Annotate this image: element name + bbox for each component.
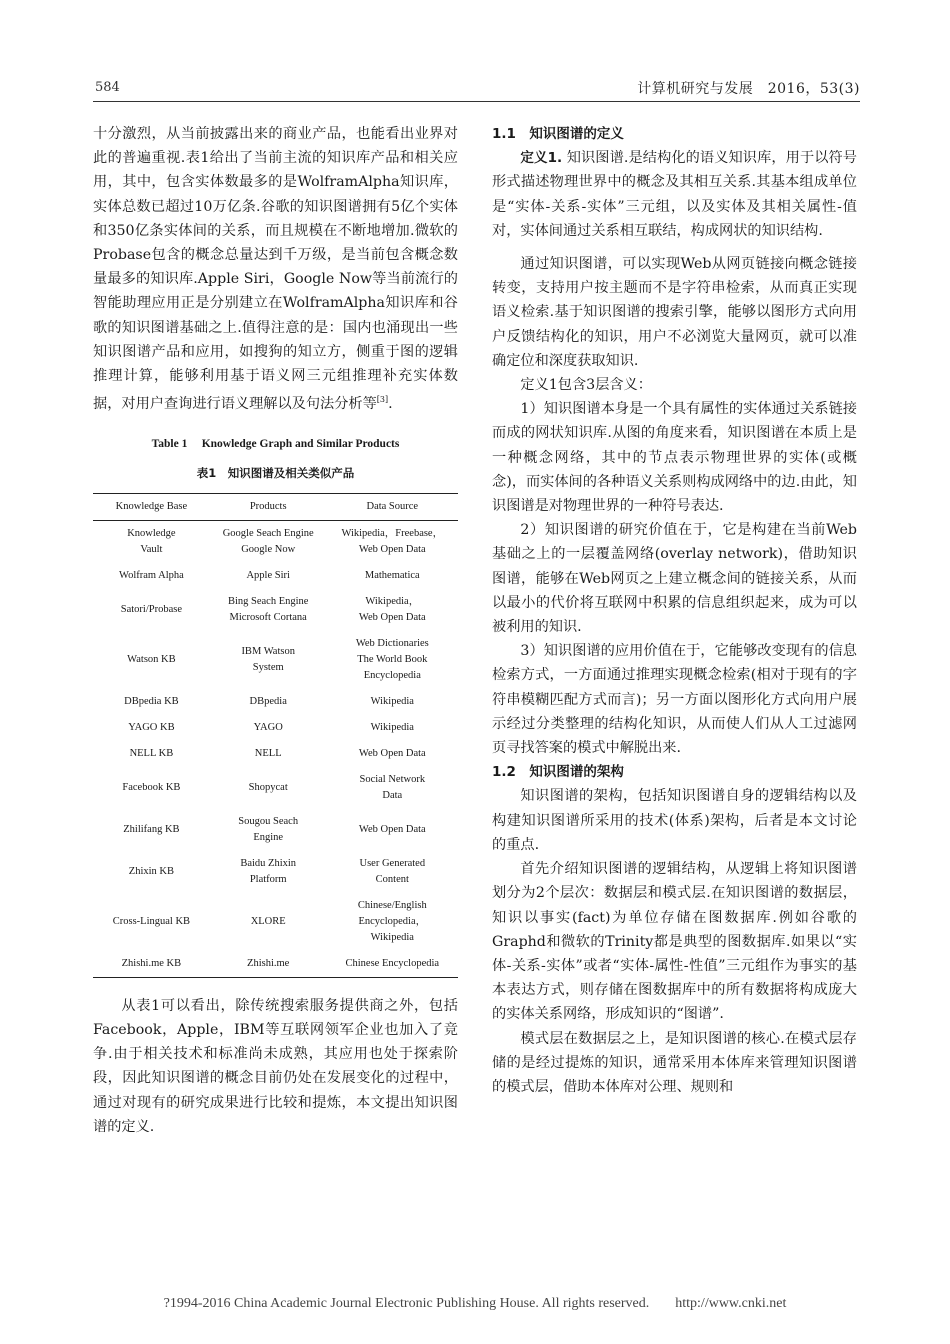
table-cell-line: System <box>252 661 284 673</box>
table-cell-line: Web Open Data <box>358 543 426 555</box>
table-cell <box>327 520 458 563</box>
page-number: 584 <box>95 80 120 95</box>
table-cell-line: DBpedia KB <box>124 695 179 707</box>
table-cell <box>210 715 327 741</box>
right-paragraph-g: 首先介绍知识图谱的逻辑结构，从逻辑上将知识图谱划分为2个层次：数据层和模式层.在知识图谱的数据层，知识以事实(fact)为单位存储在图数据库.例如谷歌的Graphd和微软的Trinity都是典型的图数据库.如果以“实体-关系-实体”或者“实体-属性-性值”三元组作为事实的基本表达方式，则存储在图数据库中的所有数据将构成庞大的实体关系网络，形成知识的“图谱”. <box>492 861 857 1023</box>
right-column <box>492 122 857 1099</box>
table-cell-line: Sougou Seach <box>238 815 299 827</box>
table-cell <box>93 767 210 809</box>
right-paragraph-e: 3）知识图谱的应用价值在于，它能够改变现有的信息检索方式，一方面通过推理实现概念检索(相对于现有的字符串模糊匹配方式而言)；另一方面以图形化方式向用户展示经过分类整理的结构化知识，从而使人们从人工过滤网页寻找答案的模式中解脱出来. <box>492 643 857 757</box>
left-paragraph-1-end: . <box>388 396 393 413</box>
table-cell <box>210 767 327 809</box>
table-cell <box>210 741 327 767</box>
table-cell-line: Platform <box>249 873 287 885</box>
table-cell-line: Encyclopedia <box>363 669 421 681</box>
footer-url[interactable]: http://www.cnki.net <box>675 1296 787 1311</box>
table-cell-line: Encyclopedia， <box>358 915 427 927</box>
right-paragraph-h: 模式层在数据层之上，是知识图谱的核心.在模式层存储的是经过提炼的知识，通常采用本体库来管理知识图谱的模式层，借助本体库对公理、规则和 <box>492 1030 857 1095</box>
table-cell-line: Social Network <box>359 773 426 785</box>
table-cell <box>93 951 210 978</box>
table-cell <box>93 851 210 893</box>
table-row <box>93 563 458 589</box>
table-cell-line: XLORE <box>250 915 286 927</box>
table-cell <box>327 689 458 715</box>
table-cell-line: Watson KB <box>127 653 176 665</box>
section-heading-1-1: 1.1 知识图谱的定义 <box>492 126 624 142</box>
table-cell-line: Wolfram Alpha <box>119 569 184 581</box>
table-cell <box>210 951 327 978</box>
table-cell-line: Data <box>382 789 403 801</box>
table-cell-line: NELL KB <box>129 747 174 759</box>
table-cell-line: Web Open Data <box>358 747 426 759</box>
right-paragraph-d: 2）知识图谱的研究价值在于，它是构建在当前Web基础之上的一层覆盖网络(overlay network)，借助知识图谱，能够在Web网页之上建立概念间的链接关系，从而以最小的代价将互联网中积累的信息组织起来，成为可以被利用的知识. <box>492 522 857 636</box>
table-cell <box>210 631 327 689</box>
table-cell-line: Content <box>375 873 409 885</box>
table-cell-line: YAGO KB <box>128 721 175 733</box>
table-cell <box>210 689 327 715</box>
citation-3: [3] <box>376 395 389 405</box>
right-paragraph-c: 1）知识图谱本身是一个具有属性的实体通过关系链接而成的网状知识库.从图的角度来看，知识图谱在本质上是一种概念网络，其中的节点表示物理世界的实体(或概念)，而实体间的各种语义关系则构成网络中的边.由此，知识图谱是对物理世界的一种符号表达. <box>492 401 857 515</box>
table-cell-line: Zhixin KB <box>128 865 174 877</box>
table-cell-line: The World Book <box>357 653 428 665</box>
table-cell-line: Knowledge <box>127 527 176 539</box>
table-cell <box>327 563 458 589</box>
table-cell <box>327 741 458 767</box>
table-cell <box>210 589 327 631</box>
table-caption-zh: 表1 知识图谱及相关类似产品 <box>196 465 355 480</box>
table-cell <box>210 809 327 851</box>
definition-paragraph <box>492 146 857 243</box>
table-cell-line: Cross-Lingual KB <box>112 915 191 927</box>
table-cell <box>327 715 458 741</box>
table-cell <box>327 809 458 851</box>
table-row <box>93 767 458 809</box>
table-cell <box>327 767 458 809</box>
header-rule <box>93 101 860 102</box>
table-row <box>93 951 458 978</box>
right-paragraph-b: 定义1包含3层含义： <box>520 377 652 394</box>
table-row <box>93 689 458 715</box>
footer-copyright: ?1994-2016 China Academic Journal Electronic Publishing House. All rights reserved. <box>163 1296 650 1311</box>
table-header-cell: Products <box>210 493 327 520</box>
table-cell <box>210 851 327 893</box>
table-row <box>93 741 458 767</box>
table-cell-line: Microsoft Cortana <box>229 611 307 623</box>
right-paragraph-a: 通过知识图谱，可以实现Web从网页链接向概念链接转变，支持用户按主题而不是字符串检索，从而真正实现语义检索.基于知识图谱的搜索引擎，能够以图形方式向用户反馈结构化的知识，用户不必浏览大量网页，就可以准确定位和深度获取知识. <box>492 256 857 369</box>
table-cell <box>210 563 327 589</box>
table-row <box>93 589 458 631</box>
table-cell <box>93 715 210 741</box>
left-paragraph-1 <box>93 122 458 416</box>
table-cell-line: Wikipedia <box>370 695 414 707</box>
table-cell-line: Vault <box>140 543 163 555</box>
table-cell <box>93 631 210 689</box>
definition-text: 知识图谱.是结构化的语义知识库，用于以符号形式描述物理世界中的概念及其相互关系.其基本组成单位是“实体-关系-实体”三元组，以及实体及其相关属性-值对，实体间通过关系相互联结，构成网状的知识结构. <box>492 150 857 239</box>
definition-label: 定义1. <box>520 150 563 167</box>
table-cell-line: Zhishi.me KB <box>121 957 182 969</box>
right-paragraph-f: 知识图谱的架构，包括知识图谱自身的逻辑结构以及构建知识图谱所采用的技术(体系)架构，后者是本文讨论的重点. <box>492 788 857 853</box>
table-row <box>93 520 458 563</box>
table-cell-line: Web Open Data <box>358 823 426 835</box>
table-header-cell: Data Source <box>327 493 458 520</box>
left-column <box>93 122 458 1139</box>
footer <box>0 1296 950 1312</box>
table-cell <box>93 563 210 589</box>
table-cell-line: Shopycat <box>248 781 288 793</box>
table-body <box>93 520 458 977</box>
table-cell <box>93 741 210 767</box>
table-cell <box>327 851 458 893</box>
table-cell <box>93 809 210 851</box>
table-cell-line: YAGO <box>253 721 283 733</box>
table-cell-line: Wikipedia <box>370 721 414 733</box>
table-cell-line: Facebook KB <box>122 781 181 793</box>
table-cell-line: Baidu Zhixin <box>240 857 297 869</box>
table-cell <box>93 520 210 563</box>
table-row <box>93 631 458 689</box>
table-cell-line: Wikipedia，Freebase， <box>341 527 444 539</box>
table-cell <box>327 893 458 951</box>
table-cell-line: Chinese Encyclopedia <box>345 957 440 969</box>
table-cell-line: Google Seach Engine <box>222 527 314 539</box>
table-cell <box>210 893 327 951</box>
journal-header: 计算机研究与发展 2016，53(3) <box>637 81 860 97</box>
table-cell <box>93 689 210 715</box>
table-cell-line: Zhishi.me <box>247 957 290 969</box>
table-cell-line: Engine <box>253 831 284 843</box>
table-row <box>93 715 458 741</box>
table-cell-line: Wikipedia， <box>365 595 420 607</box>
table-cell <box>327 631 458 689</box>
table-cell <box>327 589 458 631</box>
table-cell <box>93 893 210 951</box>
table-cell-line: NELL <box>254 747 282 759</box>
table-header-cell: Knowledge Base <box>93 493 210 520</box>
knowledge-graph-table <box>93 493 458 978</box>
table-cell-line: User Generated <box>359 857 426 869</box>
table-cell-line: Mathematica <box>364 569 420 581</box>
table-row <box>93 809 458 851</box>
table-cell-line: Web Open Data <box>358 611 426 623</box>
table-cell-line: Bing Seach Engine <box>227 595 309 607</box>
table-cell-line: Chinese/English <box>357 899 427 911</box>
table-cell-line: DBpedia <box>249 695 287 707</box>
table-cell <box>327 951 458 978</box>
table-cell <box>93 589 210 631</box>
table-cell-line: Wikipedia <box>370 931 414 943</box>
table-cell-line: Zhilifang KB <box>123 823 180 835</box>
left-paragraph-1-text: 十分激烈，从当前披露出来的商业产品，也能看出业界对此的普遍重视.表1给出了当前主流的知识库产品和相关应用，其中，包含实体数最多的是WolframAlpha知识库，实体总数已超过10万亿条.谷歌的知识图谱拥有5亿个实体和350亿条实体间的关系，而且规模在不断地增加.微软的Probase包含的概念总量达到千万级，是当前包含概念数量最多的知识库.Apple Siri，Google Now等当前流行的智能助理应用正是分别建立在WolframAlpha知识库和谷歌的知识图谱基础之上.值得注意的是：国内也涌现出一些知识图谱产品和应用，如搜狗的知立方，侧重于图的逻辑推理计算，能够利用基于语义网三元组推理补充实体数据，对用户查询进行语义理解以及句法分析等 <box>93 126 458 413</box>
table-cell-line: Web Dictionaries <box>355 637 429 649</box>
table-cell-line: Google Now <box>241 543 296 555</box>
table-cell <box>210 520 327 563</box>
table-cell-line: Satori/Probase <box>120 603 183 615</box>
table-cell-line: Apple Siri <box>246 569 290 581</box>
table-caption-en: Table 1 Knowledge Graph and Similar Products <box>151 438 400 451</box>
section-heading-1-2: 1.2 知识图谱的架构 <box>492 764 624 781</box>
table-row <box>93 893 458 951</box>
table-header-row <box>93 493 458 520</box>
table-cell-line: IBM Watson <box>241 645 295 657</box>
left-paragraph-2: 从表1可以看出，除传统搜索服务提供商之外，包括Facebook，Apple，IBM等互联网领军企业也加入了竞争.由于相关技术和标准尚未成熟，其应用也处于探索阶段，因此知识图谱的概念目前仍处在发展变化的过程中，通过对现有的研究成果进行比较和提炼，本文提出知识图谱的定义. <box>93 997 458 1135</box>
table-row <box>93 851 458 893</box>
